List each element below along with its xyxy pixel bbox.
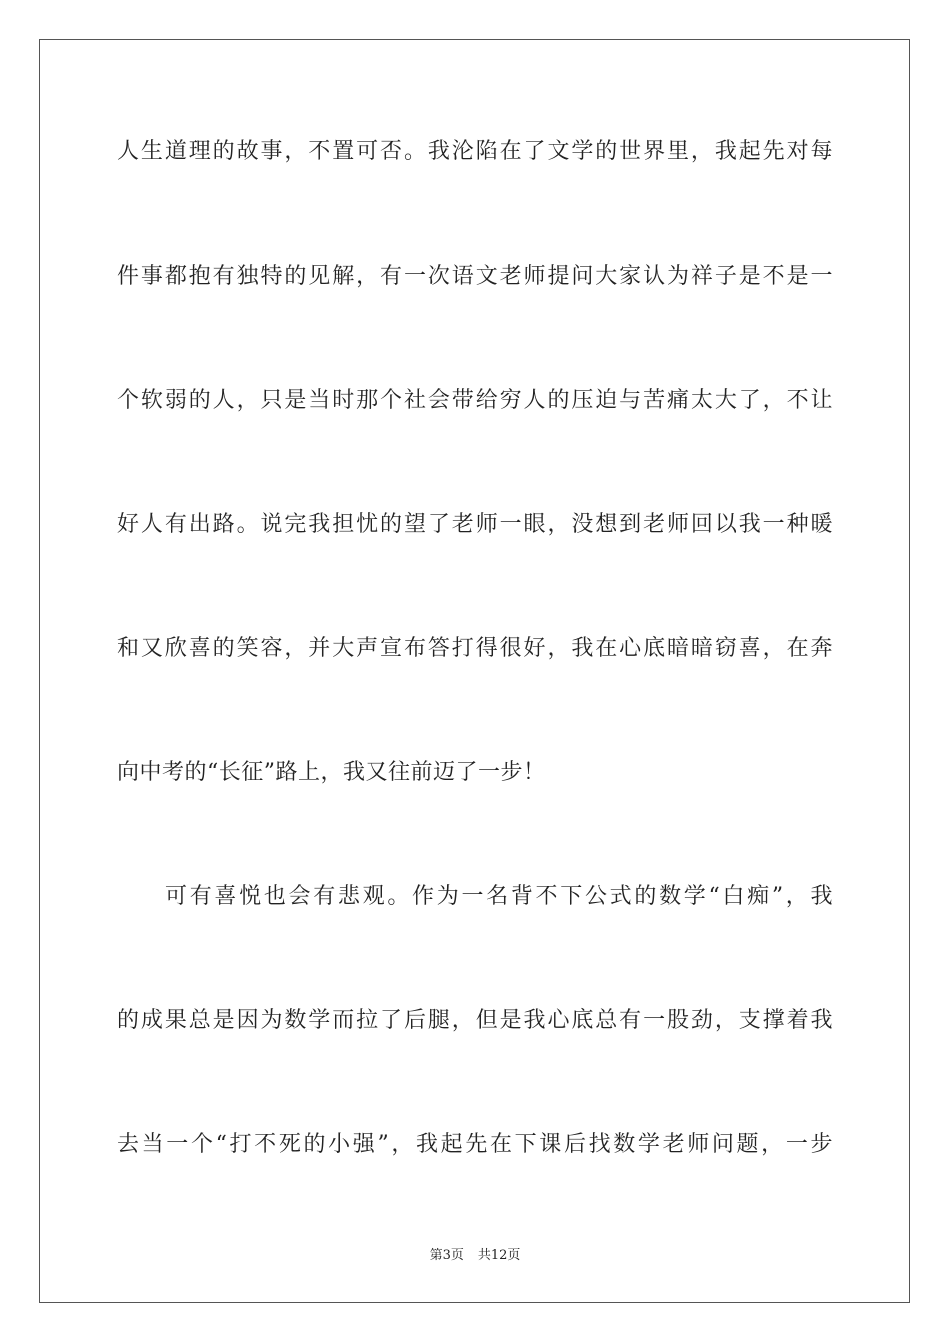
body-line-6: 向中考的“长征”路上，我又往前迈了一步！ [117,760,546,785]
body-line-3: 个软弱的人，只是当时那个社会带给穷人的压迫与苦痛太大了，不让 [117,388,833,413]
body-line-2: 件事都抱有独特的见解，有一次语文老师提问大家认为祥子是不是一 [117,264,833,289]
body-line-1: 人生道理的故事，不置可否。我沦陷在了文学的世界里，我起先对每 [117,139,833,164]
body-line-8: 的成果总是因为数学而拉了后腿，但是我心底总有一股劲，支撑着我 [117,1008,833,1033]
body-line-4: 好人有出路。说完我担忧的望了老师一眼，没想到老师回以我一种暖 [117,512,833,537]
page-number: 第3页 [429,1248,464,1263]
body-line-5: 和又欣喜的笑容，并大声宣布答打得很好，我在心底暗暗窃喜，在奔 [117,636,833,661]
page-border [39,39,910,1303]
body-line-7: 可有喜悦也会有悲观。作为一名背不下公式的数学“白痴”，我 [165,884,833,909]
page-total: 共12页 [477,1248,521,1263]
body-line-9: 去当一个“打不死的小强”，我起先在下课后找数学老师问题，一步 [117,1132,833,1157]
page-footer [0,1247,950,1265]
